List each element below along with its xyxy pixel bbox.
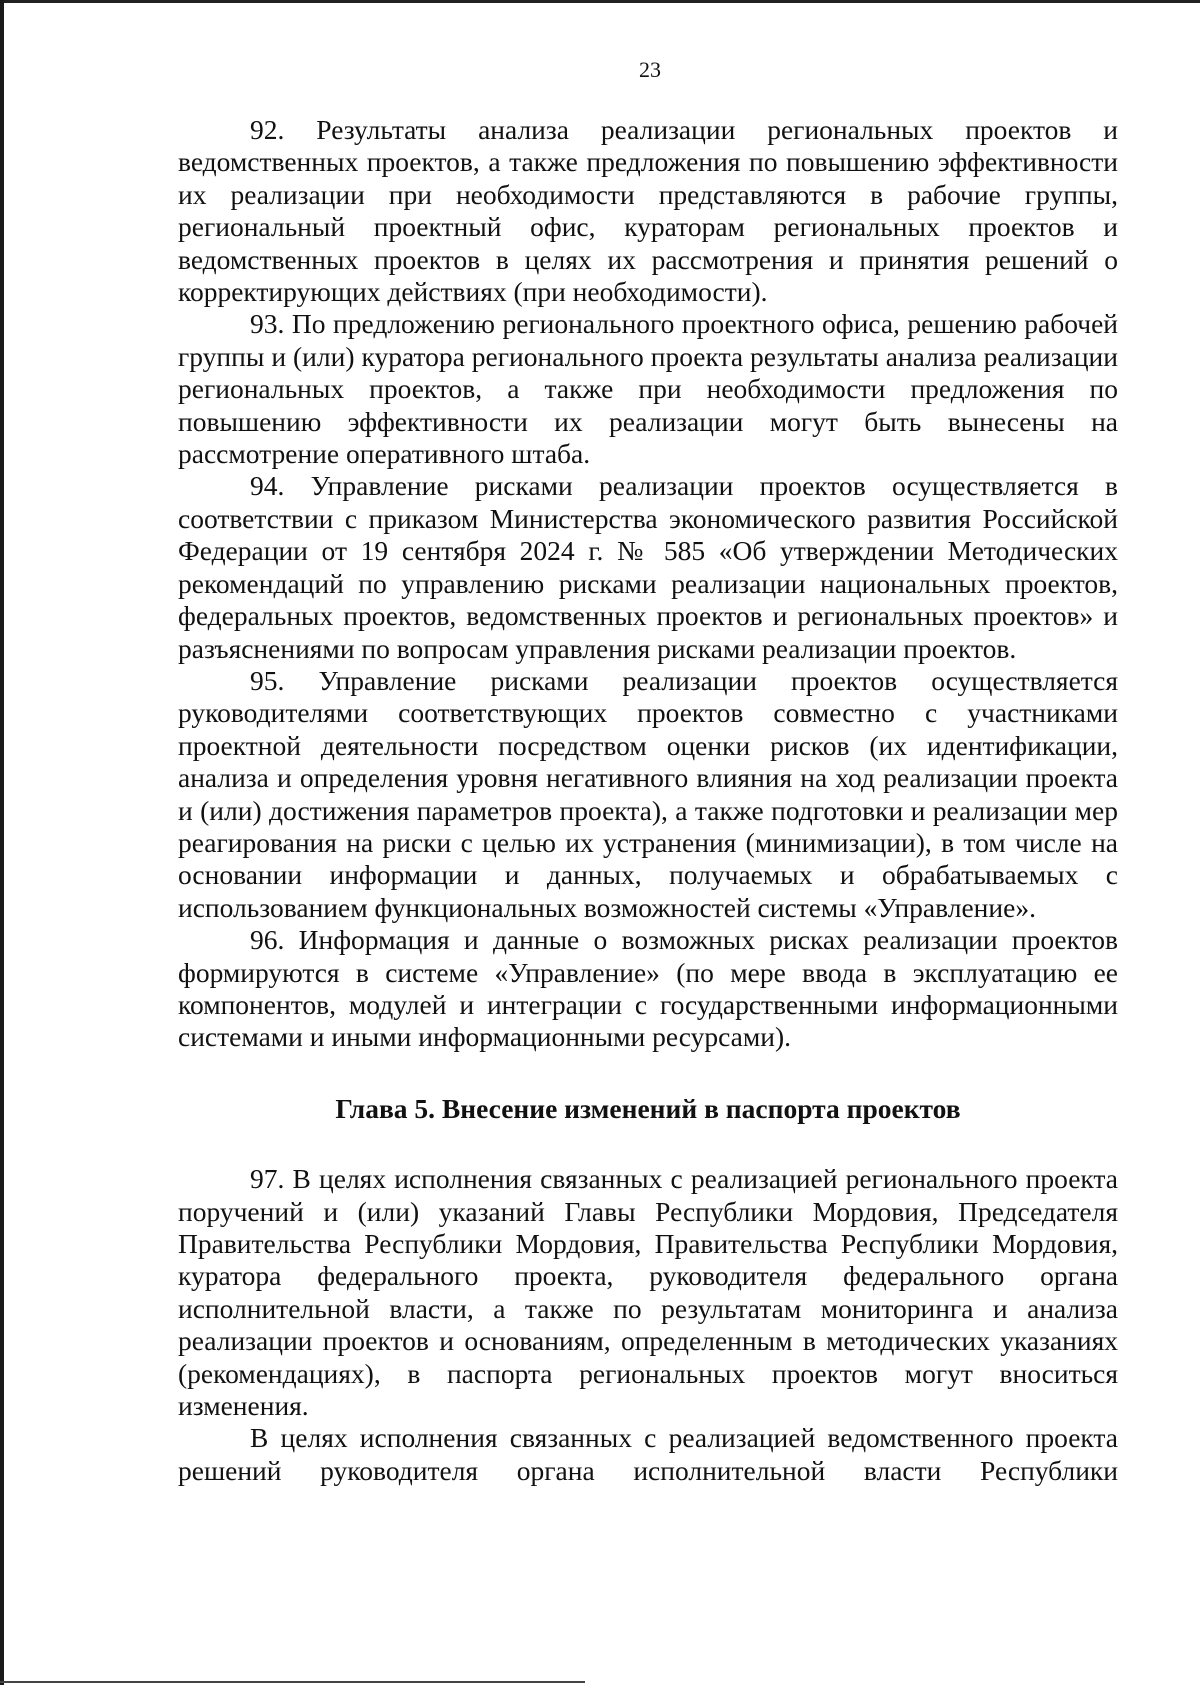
paragraph-96: 96. Информация и данные о возможных рисках реализации проектов формируются в системе «Управление» (по мере ввода в эксплуатацию ее компонентов, модулей и интеграции с государственными информационными системами и иными информационными ресурсами).	[178, 924, 1118, 1053]
scan-edge-top	[0, 0, 1200, 3]
paragraph-92: 92. Результаты анализа реализации региональных проектов и ведомственных проектов, а также предложения по повышению эффективности их реализации при необходимости представляются в рабочие группы, региональный проектный офис, кураторам региональных проектов и ведомственных проектов в целях их рассмотрения и принятия решений о корректирующих действиях (при необходимости).	[178, 114, 1118, 308]
paragraph-94: 94. Управление рисками реализации проектов осуществляется в соответствии с приказом Министерства экономического развития Российской Федерации от 19 сентября 2024 г. № 585 «Об утверждении Методических рекомендаций по управлению рисками реализации национальных проектов, федеральных проектов, ведомственных проектов и региональных проектов» и разъяснениями по вопросам управления рисками реализации проектов.	[178, 470, 1118, 664]
document-body	[178, 114, 1118, 1487]
chapter-heading: Глава 5. Внесение изменений в паспорта проектов	[335, 1092, 961, 1124]
paragraph-97-continuation: В целях исполнения связанных с реализацией ведомственного проекта решений руководителя органа исполнительной власти Республики	[178, 1422, 1118, 1486]
paragraph-97: 97. В целях исполнения связанных с реализацией регионального проекта поручений и (или) указаний Главы Республики Мордовия, Председателя Правительства Республики Мордовия, Правительства Республики Мордовия, куратора федерального проекта, руководителя федерального органа исполнительной власти, а также по результатам мониторинга и анализа реализации проектов и основаниям, определенным в методических указаниях (рекомендациях), в паспорта региональных проектов могут вноситься изменения.	[178, 1163, 1118, 1422]
page-number: 23	[639, 57, 661, 82]
scan-edge-left	[0, 0, 4, 1685]
scan-edge-bottom	[0, 1681, 585, 1683]
paragraph-95: 95. Управление рисками реализации проектов осуществляется руководителями соответствующих проектов совместно с участниками проектной деятельности посредством оценки рисков (их идентификации, анализа и определения уровня негативного влияния на ход реализации проекта и (или) достижения параметров проекта), а также подготовки и реализации мер реагирования на риски с целью их устранения (минимизации), в том числе на основании информации и данных, получаемых и обрабатываемых с использованием функциональных возможностей системы «Управление».	[178, 664, 1118, 923]
paragraph-93: 93. По предложению регионального проектного офиса, решению рабочей группы и (или) куратора регионального проекта результаты анализа реализации региональных проектов, а также при необходимости предложения по повышению эффективности их реализации могут быть вынесены на рассмотрение оперативного штаба.	[178, 308, 1118, 470]
